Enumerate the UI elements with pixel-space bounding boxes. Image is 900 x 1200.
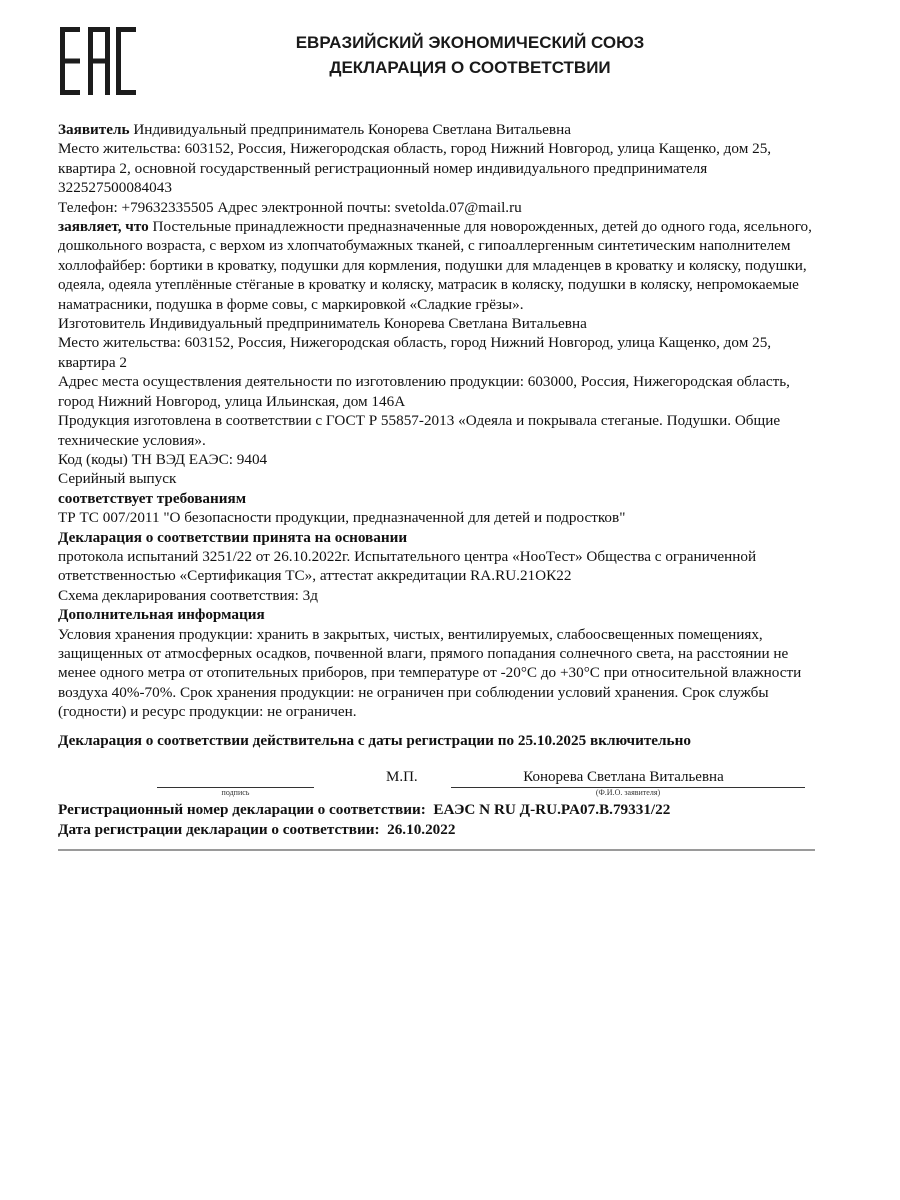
applicant-fio: Конорева Светлана Витальевна [523, 769, 724, 785]
basis-text: протокола испытаний 3251/22 от 26.10.2022г. Испытательного центра «НооТест» Общества с ограниченной ответственностью «Сертификация ТС», аттестат аккредитации RA.RU.21ОК22 [58, 547, 757, 585]
signature-caption: подпись [221, 788, 250, 797]
applicant-contacts: Телефон: +79632335505 Адрес электронной почты: svetolda.07@mail.ru [58, 198, 522, 216]
registration-date-line [58, 820, 838, 840]
manufacturer-name: Изготовитель Индивидуальный предприниматель Конорева Светлана Витальевна [58, 315, 587, 333]
registration-number-label: Регистрационный номер декларации о соответствии: [58, 801, 426, 818]
declaration-title: ДЕКЛАРАЦИЯ О СООТВЕТСТВИИ [329, 58, 611, 77]
bottom-divider [58, 849, 815, 851]
activity-address: Адрес места осуществления деятельности по изготовлению продукции: 603000, Россия, Нижегородская область, город Нижний Новгород, улица Ильинская, дом 146А [58, 373, 790, 410]
requirements-text: ТР ТС 007/2011 "О безопасности продукции, предназначенной для детей и подростков" [58, 509, 626, 527]
declaration-scheme: Схема декларирования соответствия: 3д [58, 586, 318, 604]
registration-block [58, 800, 838, 840]
standard-reference: Продукция изготовлена в соответствии с ГОСТ Р 55857-2013 «Одеяла и покрывала стеганые. Подушки. Общие технические условия». [58, 412, 781, 449]
product-description: Постельные принадлежности предназначенные для новорожденных, детей до одного года, ясельного, дошкольного возраста, с верхом из хлопчатобумажных тканей, с гипоаллергенным синтетическим наполнителем холлофайбер: бортики в кроватку, подушки для кормления, подушки для младенцев в кроватку и коляску, подушки, одеяла, одеяла утеплённые стёганые в кроватку и коляску, матрасик в коляску, подушки в коляску, непромокаемые наматрасники, подушка в форме совы, с маркировкой «Сладкие грёзы». [58, 218, 812, 313]
registration-number: ЕАЭС N RU Д-RU.PA07.B.79331/22 [433, 801, 671, 818]
applicant-residence: Место жительства: 603152, Россия, Нижегородская область, город Нижний Новгород, улица Кащенко, дом 25, квартира 2, основной государственный регистрационный номер индивидуального предпринимателя 322527500084043 [58, 140, 772, 197]
declares-label: заявляет, что [58, 218, 149, 236]
additional-info-text: Условия хранения продукции: хранить в закрытых, чистых, вентилируемых, слабоосвещенных помещениях, защищенных от атмосферных осадков, почвенной влаги, прямого попадания солнечного света, на расстоянии не менее одного метра от отопительных приборов, при температуре от -20°С до +30°С при относительной влажности воздуха 40%-70%. Срок хранения продукции: не ограничен при соблюдении условий хранения. Срок службы (годности) и ресурс продукции: не ограничен. [58, 625, 802, 721]
fio-caption: (Ф.И.О. заявителя) [595, 788, 661, 797]
serial-production: Серийный выпуск [58, 470, 177, 488]
additional-info-label: Дополнительная информация [58, 606, 265, 624]
document-header [200, 30, 740, 80]
basis-label: Декларация о соответствии принята на основании [58, 528, 408, 546]
registration-number-line [58, 800, 838, 820]
tn-ved-code: Код (коды) ТН ВЭД ЕАЭС: 9404 [58, 450, 268, 468]
declares-paragraph [58, 217, 823, 314]
applicant-line [58, 120, 823, 139]
union-title: ЕВРАЗИЙСКИЙ ЭКОНОМИЧЕСКИЙ СОЮЗ [295, 33, 645, 52]
registration-date-label: Дата регистрации декларации о соответствии: [58, 821, 380, 838]
validity-statement: Декларация о соответствии действительна с даты регистрации по 25.10.2025 включительно [58, 732, 691, 749]
requirements-label: соответствует требованиям [58, 489, 247, 507]
seal-placeholder: М.П. [386, 769, 418, 785]
manufacturer-residence: Место жительства: 603152, Россия, Нижегородская область, город Нижний Новгород, улица Кащенко, дом 25, квартира 2 [58, 334, 772, 371]
applicant-name: Индивидуальный предприниматель Конорева Светлана Витальевна [133, 121, 571, 138]
registration-date: 26.10.2022 [387, 821, 456, 838]
applicant-label: Заявитель [58, 121, 130, 138]
declaration-body [58, 120, 823, 722]
eac-logo [58, 27, 138, 95]
